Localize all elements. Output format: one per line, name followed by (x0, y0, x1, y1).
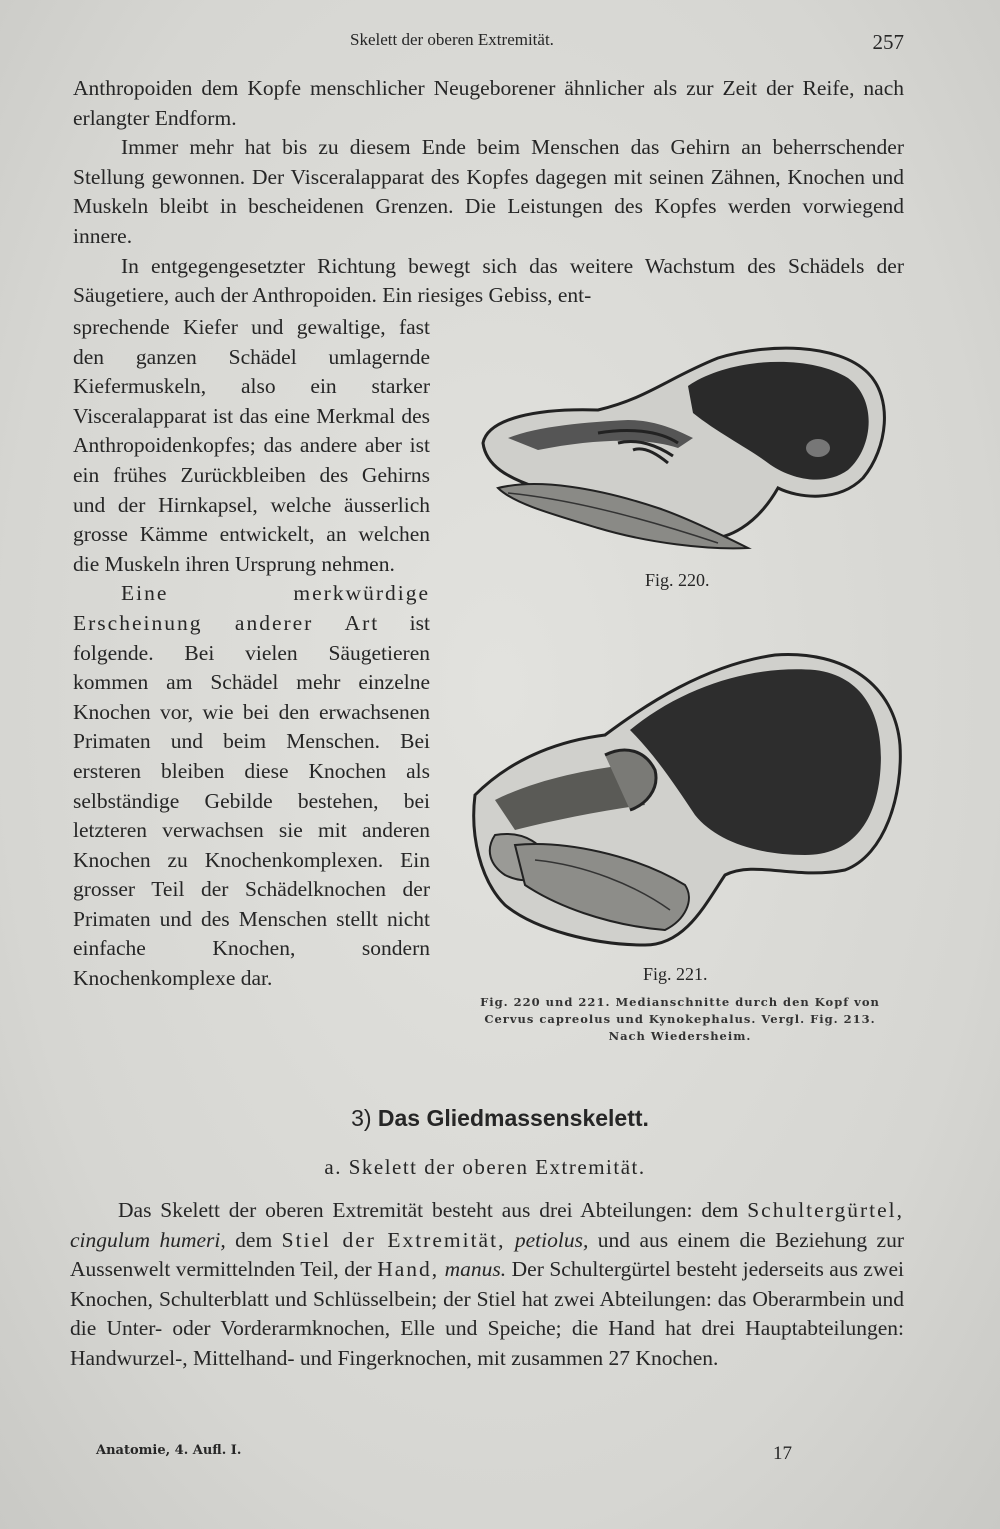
page-number: 257 (872, 30, 904, 54)
text-run: und aus einem die Beziehung zur Aussenwelt vermittelnden Teil, der (70, 1227, 905, 1282)
paragraph-continuation: Anthropoiden dem Kopfe menschlicher Neugeborener ähnlicher als zur Zeit der Reife, nach erlangter Endform. (73, 76, 904, 130)
caption-line: Fig. 220 und 221. Medianschnitte durch den Kopf von (480, 995, 880, 1009)
latin-term: petiolus, (514, 1227, 589, 1252)
fig-221-skull-section-illustration (455, 645, 905, 950)
latin-term: manus. (444, 1257, 507, 1282)
paragraph-extremitaet (70, 1196, 904, 1374)
text-run: Das Skelett der oberen Extremität besteht aus drei Abteilungen: dem (118, 1198, 748, 1222)
paragraph-visceralapparat: sprechende Kiefer und gewaltige, fast den ganzen Schädel umlagernde Kiefermuskeln, also ein starker Visceralapparat ist das eine Merkmal des Anthropoidenkopfes; das andere aber ist ein frühes Zurückbleiben des Gehirns und der Hirnkapsel, welche äusserlich grosse Kämme entwickelt, an welchen die Muskeln ihren Ursprung nehmen. (73, 315, 430, 576)
spaced-phrase: Eine merkwürdige Erscheinung anderer Art (73, 581, 430, 635)
running-header (350, 30, 904, 55)
section-title: Das Gliedmassenskelett. (377, 1105, 649, 1131)
spaced-term: Schultergürtel, (747, 1198, 904, 1222)
subsection-heading: a. Skelett der oberen Extremität. (324, 1155, 646, 1179)
caption-line: Nach Wiedersheim. (608, 1029, 752, 1043)
spaced-term: Stiel der Extremität, (281, 1227, 506, 1252)
spaced-term: Hand, (377, 1257, 440, 1282)
paragraph-gehirn: Immer mehr hat bis zu diesem Ende beim Menschen das Gehirn an beherrschender Stellung gewonnen. Der Visceralapparat des Kopfes dagegen mit seinen Zähnen, Knochen und Muskeln bleibt in bescheidenen Grenzen. Die Leistungen des Kopfes werden vorwiegend innere. (73, 135, 904, 248)
page-footer (96, 1443, 792, 1465)
fig-220-skull-section-illustration (478, 338, 898, 558)
printer-signature: Anatomie, 4. Aufl. I. (96, 1443, 242, 1458)
sheet-number: 17 (773, 1443, 792, 1464)
fig-221-label: Fig. 221. (643, 964, 708, 984)
text-run: dem (225, 1227, 282, 1252)
caption-line: Cervus capreolus und Kynokephalus. Vergl. Fig. 213. (484, 1012, 876, 1026)
paragraph-erscheinung (73, 579, 430, 993)
running-title: Skelett der oberen Extremität. (350, 30, 554, 49)
paragraph-erscheinung-rest: ist folgende. Bei vielen Säugetieren kommen am Schädel mehr einzelne Knochen vor, wie bei den erwachsenen Primaten und beim Menschen. Bei ersteren bleiben diese Knochen als selbständige Gebilde bestehen, bei letzteren verwachsen sie mit anderen Knochen zu Knochenkomplexen. Ein grosser Teil der Schädelknochen der Primaten und des Menschen stellt nicht einfache Knochen, sondern Knochenkomplexe dar. (73, 610, 430, 991)
paragraph-wachstum: In entgegengesetzter Richtung bewegt sich das weitere Wachstum des Schädels der Säugetiere, auch der Anthropoiden. Ein riesiges Gebiss, ent- (73, 253, 904, 308)
text-run: Der Schultergürtel besteht jederseits aus zwei Knochen, Schulterblatt und Schlüsselbein; der Stiel hat zwei Abteilungen: das Oberarmbein und die Unter- oder Vorderarmknochen, Elle und Speiche; die Hand hat drei Hauptabteilungen: Handwurzel-, Mittelhand- und Fingerknochen, mit zusammen 27 Knochen. (70, 1257, 905, 1370)
figure-caption (452, 994, 908, 1045)
top-text-block (73, 74, 904, 311)
left-column-text (73, 313, 430, 994)
latin-term: cingulum humeri, (70, 1227, 226, 1252)
section-number: 3) (351, 1105, 372, 1131)
section-heading (0, 1105, 1000, 1132)
fig-220-label: Fig. 220. (645, 570, 710, 590)
